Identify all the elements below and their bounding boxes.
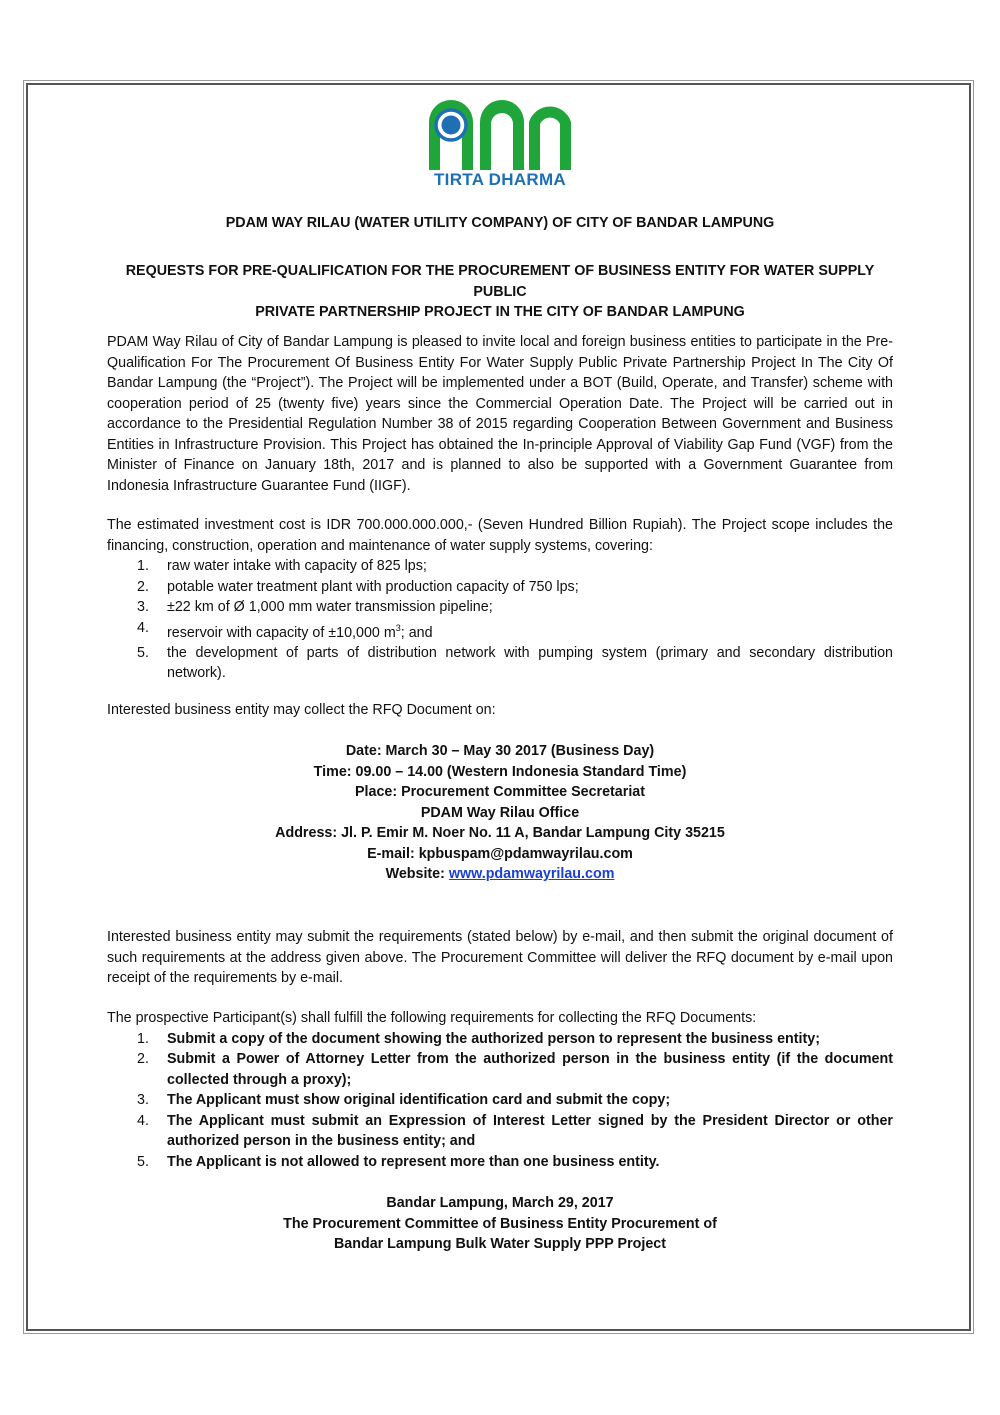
signature-place-date: Bandar Lampung, March 29, 2017 [386,1195,614,1211]
office-line: PDAM Way Rilau Office [420,804,580,821]
tirta-dharma-logo [425,100,575,192]
date-line: Date: March 30 – May 30 2017 (Business Day) [345,743,655,759]
address-line: Address: Jl. P. Emir M. Noer No. 11 A, Bandar Lampung City 35215 [275,825,725,841]
email-line: E-mail: kpbuspam@pdamwayrilau.com [367,845,633,862]
logo-text: TIRTA DHARMA [433,170,567,189]
title-heading [107,261,893,323]
signature-line-1: The Procurement Committee of Business Entity Procurement of [283,1215,717,1232]
list-item: 4. The Applicant must submit an Expression of Interest Letter signed by the President Director or other authorized person in the business entity; and [137,1112,893,1149]
list-item: 2. potable water treatment plant with production capacity of 750 lps; [137,578,579,595]
signature-block [107,1193,893,1255]
scope-section [107,515,893,684]
website-line: Website: www.pdamwayrilau.com [385,866,615,882]
collect-intro: Interested business entity may collect the RFQ Document on: [107,702,496,718]
logo-graphic [425,100,575,172]
scope-list [107,556,893,684]
list-item: 3. The Applicant must show original identification card and submit the copy; [137,1092,671,1108]
list-item: 1. raw water intake with capacity of 825 lps; [137,558,427,574]
list-item: 5. the development of parts of distribution network with pumping system (primary and secondary distribution network). [137,644,893,682]
collection-details [107,741,893,885]
list-item: 1. Submit a copy of the document showing the authorized person to represent the business entity; [137,1030,820,1047]
list-item: 5. The Applicant is not allowed to represent more than one business entity. [137,1153,660,1170]
list-item: 3. ±22 km of Ø 1,000 mm water transmission pipeline; [137,599,493,615]
time-line: Time: 09.00 – 14.00 (Western Indonesia Standard Time) [313,763,687,780]
website-link[interactable]: www.pdamwayrilau.com [448,866,615,882]
submission-paragraph: Interested business entity may submit the requirements (stated below) by e-mail, and then submit the original document of such requirements at the address given above. The Procurement Committee will deliver the RFQ document by e-mail upon receipt of the requirements by e-mail. [107,929,893,986]
requirements-list [107,1029,893,1173]
signature-line-2: Bandar Lampung Bulk Water Supply PPP Project [333,1236,667,1252]
place-line: Place: Procurement Committee Secretariat [354,784,646,800]
requirements-intro: The prospective Participant(s) shall fulfill the following requirements for collecting the RFQ Documents: [107,1010,757,1026]
list-item: 2. Submit a Power of Attorney Letter from the authorized person in the business entity (if the document collected through a proxy); [137,1051,893,1088]
intro-paragraph: PDAM Way Rilau of City of Bandar Lampung is pleased to invite local and foreign business entities to participate in the Pre-Qualification For The Procurement Of Business Entity For Water Supply Public Private Partnership Project In The City Of Bandar Lampung (the “Project”). The Project will be implemented under a BOT (Build, Operate, and Transfer) scheme with cooperation period of 25 (twenty five) years since the Commercial Operation Date. The Project will be carried out in accordance to the Presidential Regulation Number 38 of 2015 regarding Cooperation Between Government and Business Entities in Infrastructure Provision. This Project has obtained the In-principle Approval of Viability Gap Fund (VGF) from the Minister of Finance on January 18th, 2017 and is planned to also be supported with a Government Guarantee from Indonesia Infrastructure Guarantee Fund (IIGF). [107,334,893,494]
title-line-1: REQUESTS FOR PRE-QUALIFICATION FOR THE PROCUREMENT OF BUSINESS ENTITY FOR WATER SUPPLY PUBLIC [125,263,875,300]
title-line-2: PRIVATE PARTNERSHIP PROJECT IN THE CITY OF BANDAR LAMPUNG [255,304,745,320]
list-item: 4. reservoir with capacity of ±10,000 $m^3$; and [137,619,433,641]
investment-paragraph: The estimated investment cost is IDR 700.000.000.000,- (Seven Hundred Billion Rupiah). The Project scope includes the financing, construction, operation and maintenance of water supply systems, covering: [107,517,893,554]
company-heading: PDAM WAY RILAU (WATER UTILITY COMPANY) OF CITY OF BANDAR LAMPUNG [225,215,775,231]
requirements-section [107,1008,893,1172]
